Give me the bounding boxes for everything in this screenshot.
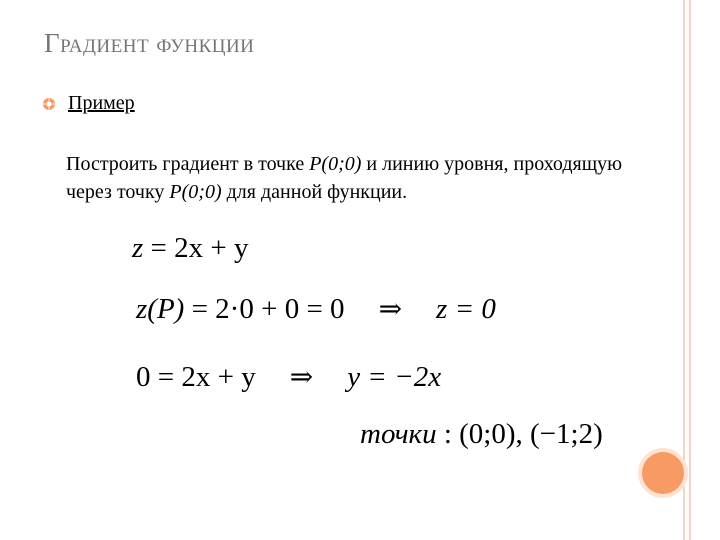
sun-gear-icon [42,97,56,111]
eq1-lhs: z [132,232,144,264]
eq1-rhs: = 2x + y [143,232,249,264]
equation-value-at-point [136,292,496,326]
bullet-label: Пример [68,92,135,114]
task-paragraph [66,150,666,206]
point-label-1: P(0;0) [309,153,362,175]
implies-symbol: ⇒ [289,362,314,393]
right-border-decoration [678,0,720,540]
eq2-lhs: z(P) [136,293,185,325]
eq3-lhs: 0 = 2x + y [136,361,256,393]
equation-level-line [136,360,441,394]
equation-function [132,232,249,265]
points-list: : (0;0), (−1;2) [436,418,603,450]
eq3-result: y = −2x [347,361,442,393]
eq2-result: z = 0 [436,293,496,325]
paragraph-text-1: Построить градиент в точке [66,153,310,175]
bullet-item [42,92,135,115]
implies-symbol: ⇒ [378,294,403,325]
accent-circle-decoration [642,452,684,494]
eq2-rhs: = 2·0 + 0 = 0 [184,293,345,325]
points-label: точки [360,418,437,450]
equation-points [360,418,603,451]
slide-title: Градиент функции [44,28,255,58]
point-label-2: P(0;0) [169,181,222,203]
paragraph-text-3: для данной функции. [221,181,408,203]
paragraph-text-2: и линию уровня, проходящую через точку [66,153,623,203]
